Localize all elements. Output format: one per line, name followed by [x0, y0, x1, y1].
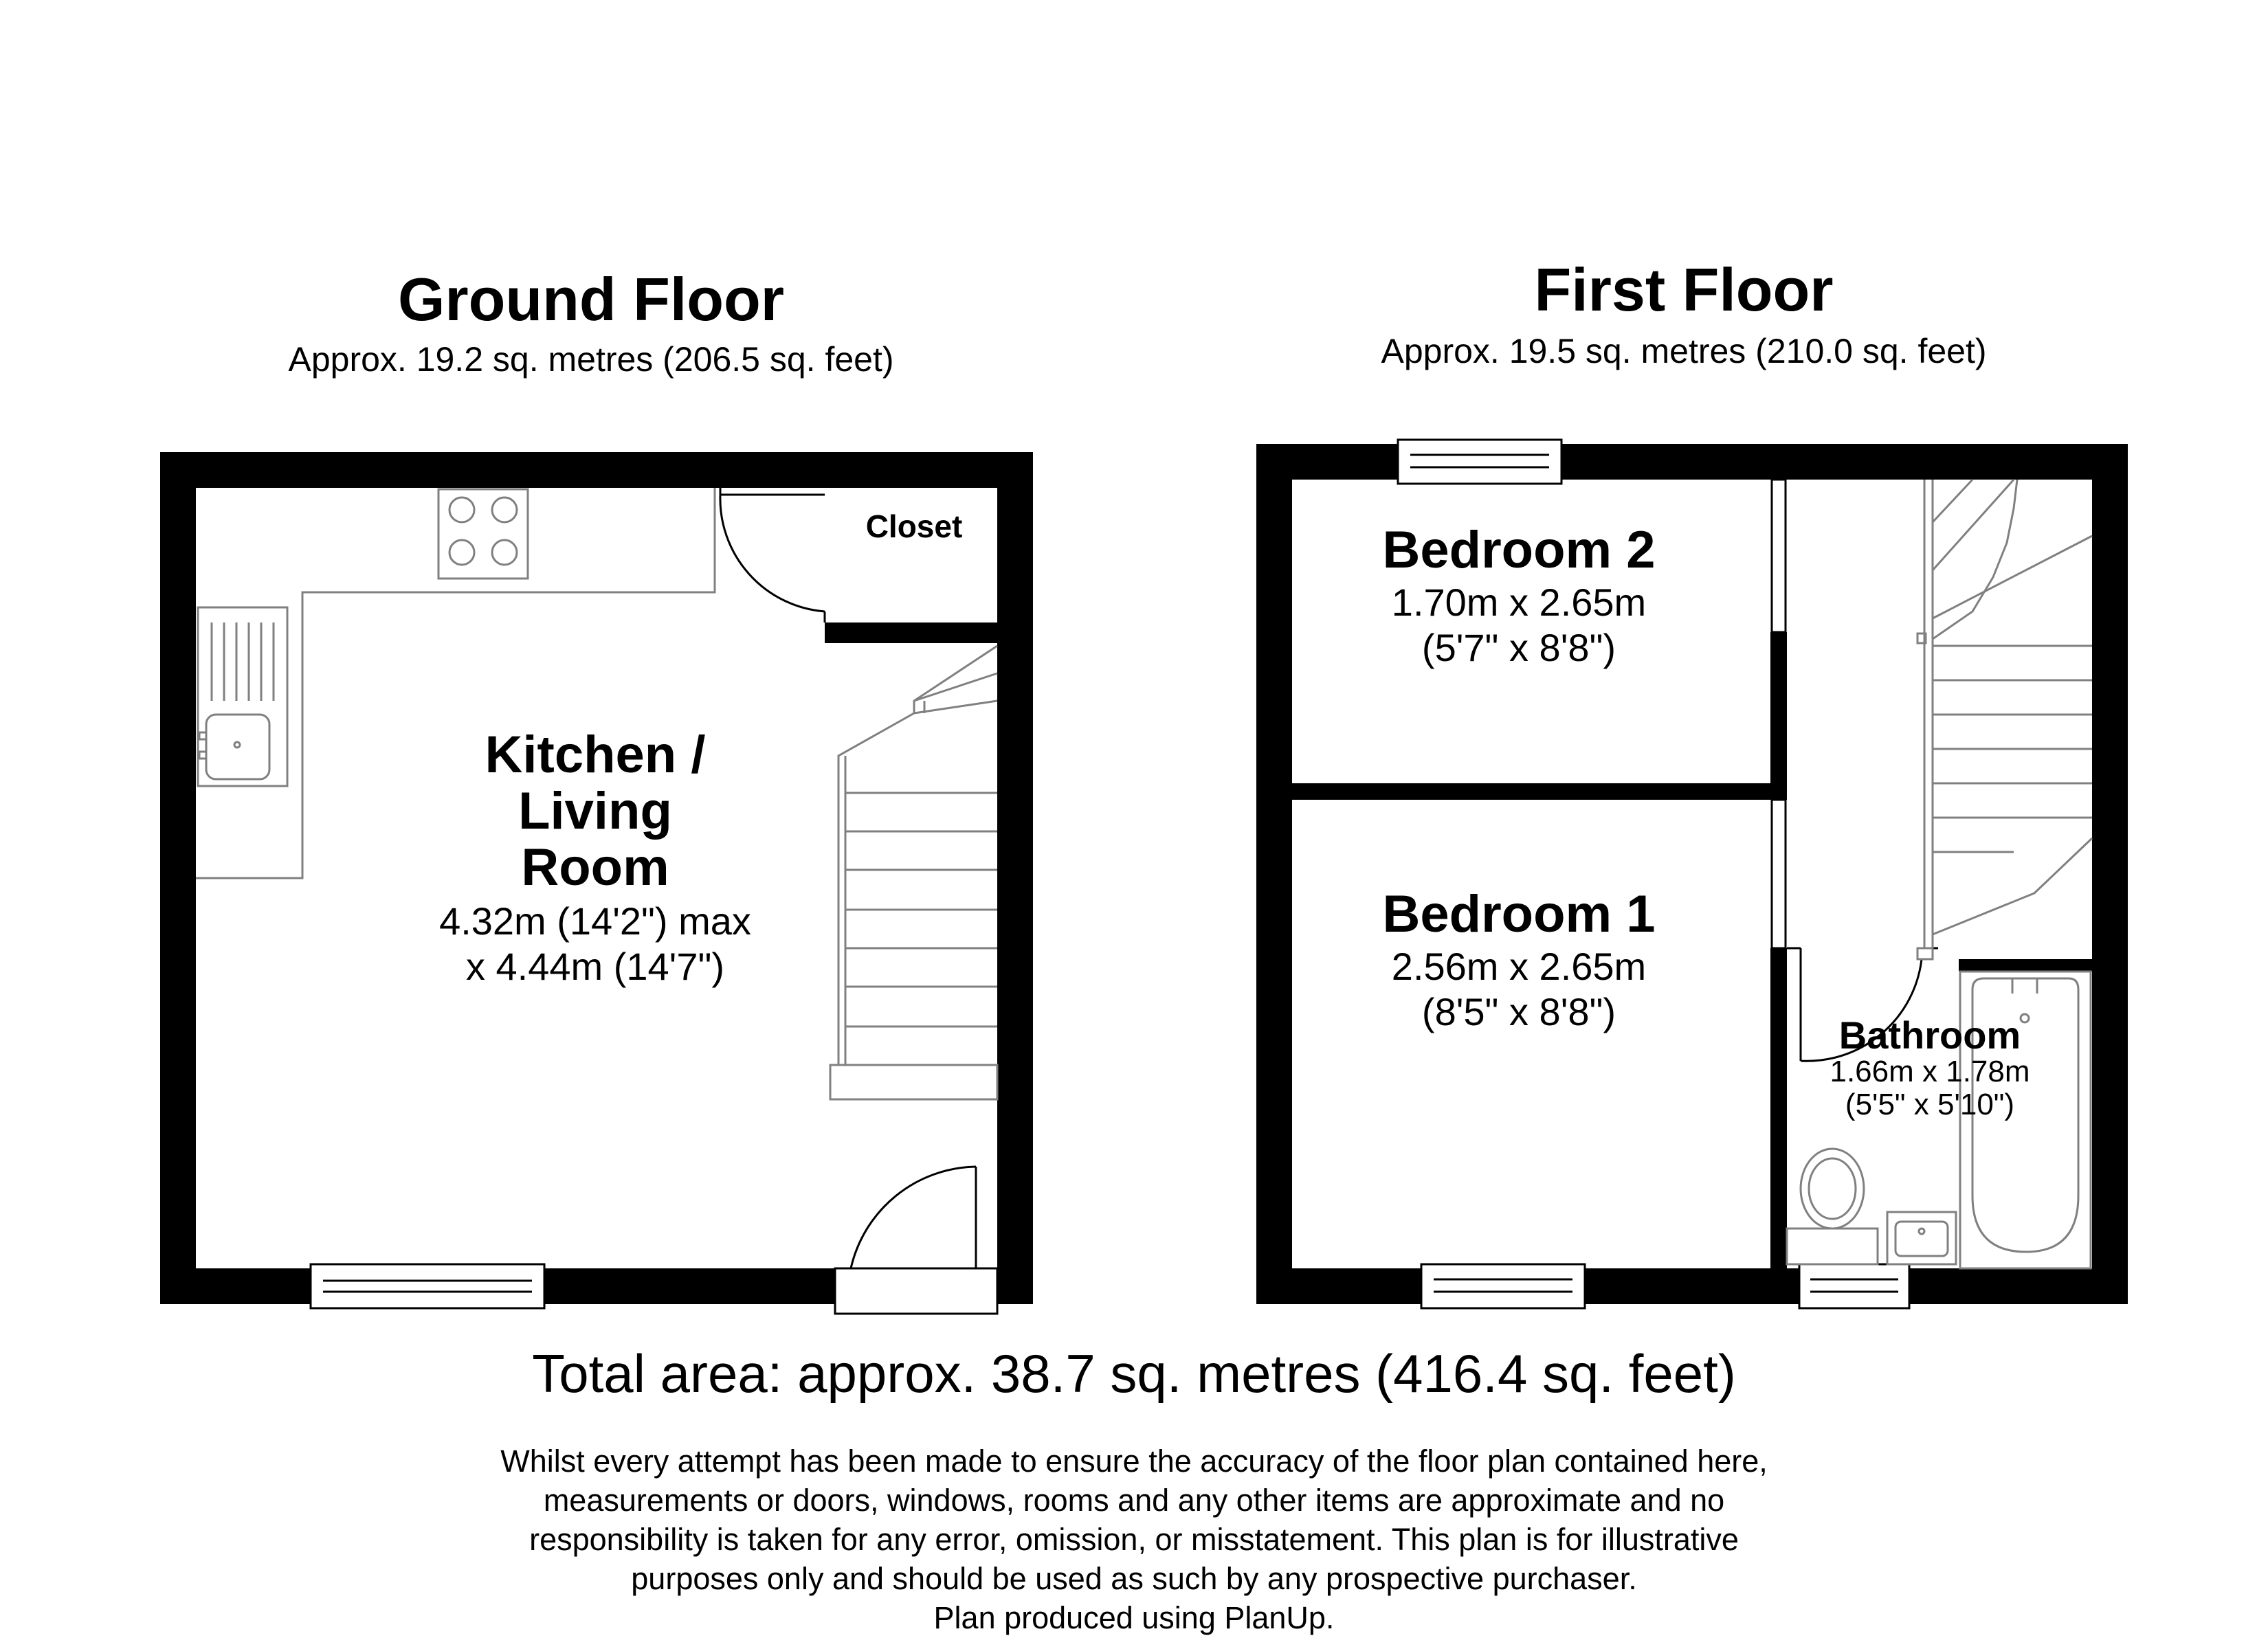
total-area: Total area: approx. 38.7 sq. metres (416.4 sq. feet) [532, 1343, 1736, 1404]
kitchen-name-line-2: Living [518, 782, 672, 840]
disclaimer-line: Whilst every attempt has been made to ensure the accuracy of the floor plan contained here, [500, 1444, 1768, 1479]
bedroom2-label: Bedroom 2 [1382, 521, 1656, 579]
bathroom-dimensions-line-1: 1.66m x 1.78m [1830, 1055, 2030, 1088]
entrance-door-icon [835, 1167, 997, 1314]
toilet-icon [1787, 1149, 1878, 1264]
first-staircase [1917, 480, 2092, 959]
closet-door-icon [720, 488, 825, 622]
ground-window-icon [311, 1264, 544, 1308]
kitchen-dimensions-line-2: x 4.44m (14'7") [465, 945, 725, 988]
first-floor-plan [1256, 440, 2128, 1308]
disclaimer [275, 1442, 1993, 1637]
ground-floor-title: Ground Floor [397, 265, 785, 333]
disclaimer-line: purposes only and should be used as such by any prospective purchaser. [631, 1561, 1637, 1596]
bedroom1-dimensions-line-1: 2.56m x 2.65m [1391, 945, 1647, 988]
first-floor-title: First Floor [1534, 256, 1834, 324]
bedroom1-window-icon [1421, 1264, 1585, 1308]
ground-floor-area: Approx. 19.2 sq. metres (206.5 sq. feet) [288, 340, 894, 379]
bathroom-label: Bathroom [1838, 1013, 2021, 1057]
disclaimer-line: Plan produced using PlanUp. [933, 1600, 1335, 1635]
sink-icon [198, 607, 287, 786]
first-floor-area: Approx. 19.5 sq. metres (210.0 sq. feet) [1381, 332, 1987, 370]
bedroom1-label: Bedroom 1 [1382, 885, 1656, 943]
ground-staircase [830, 646, 997, 1099]
kitchen-name-line-1: Kitchen / [485, 726, 706, 784]
bedroom2-dimensions-line-1: 1.70m x 2.65m [1391, 581, 1647, 624]
basin-icon [1887, 1212, 1956, 1264]
disclaimer-line: responsibility is taken for any error, omission, or misstatement. This plan is for illustrative [529, 1522, 1739, 1557]
bathroom-window-icon [1799, 1264, 1909, 1308]
bedroom1-dimensions-line-2: (8'5" x 8'8") [1421, 990, 1616, 1033]
hob-icon [438, 489, 528, 579]
bedroom2-dimensions-line-2: (5'7" x 8'8") [1421, 626, 1616, 669]
kitchen-dimensions-line-1: 4.32m (14'2") max [439, 899, 751, 943]
bedroom2-window-icon [1398, 440, 1561, 484]
bathroom-dimensions-line-2: (5'5" x 5'10") [1845, 1088, 2015, 1121]
closet-label: Closet [865, 508, 963, 544]
ground-floor-plan [160, 452, 1033, 1314]
disclaimer-line: measurements or doors, windows, rooms and any other items are approximate and no [543, 1483, 1725, 1518]
kitchen-name-line-3: Room [521, 838, 669, 897]
